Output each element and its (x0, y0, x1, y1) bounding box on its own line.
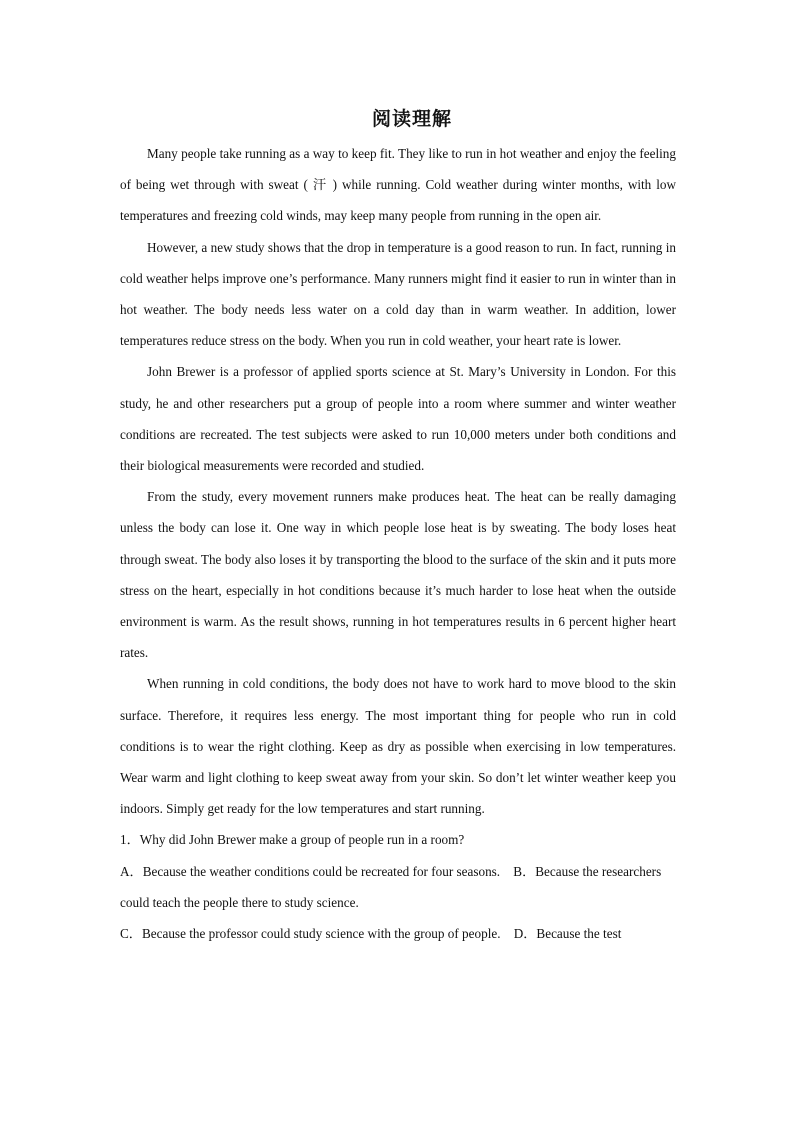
question-1-option-a: A．Because the weather conditions could be recreated for four seasons. (120, 863, 501, 879)
passage-paragraph-3: John Brewer is a professor of applied sports science at St. Mary’s University in London. For this study, he and other researchers put a group of people into a room where summer and winter weather conditions are recreated. The test subjects were asked to run 10,000 meters under both conditions and their biological measurements were recorded and studied. (120, 364, 676, 474)
passage-paragraph-1: Many people take running as a way to keep fit. They like to run in hot weather and enjoy the feeling of being wet through with sweat ( 汗 ) while running. Cold weather during winter months, with low temperatures and freezing cold winds, may keep many people from running in the open air. (120, 146, 676, 224)
question-1-options-row-2 (120, 918, 676, 949)
page-title: 阅读理解 (371, 108, 452, 130)
passage-paragraph-5: When running in cold conditions, the body does not have to work hard to move blood to the skin surface. Therefore, it requires less energy. The most important thing for people who run in cold conditions is to wear the right clothing. Keep as dry as possible when exercising in low temperatures. Wear warm and light clothing to keep sweat away from your skin. So don’t let winter weather keep you indoors. Simply get ready for the low temperatures and start running. (120, 676, 676, 817)
question-1-options-row-1 (120, 856, 676, 918)
passage-paragraph-2: However, a new study shows that the drop in temperature is a good reason to run. In fact, running in cold weather helps improve one’s performance. Many runners might find it easier to run in winter than in hot weather. The body needs less water on a cold day than in warm weather. In addition, lower temperatures reduce stress on the body. When you run in cold weather, your heart rate is lower. (120, 239, 676, 349)
reading-content (120, 138, 676, 949)
question-1-option-d: D．Because the test (513, 926, 622, 942)
question-1-option-b: B．Because the researchers could teach the people there to study science. (120, 863, 665, 910)
question-1-option-c: C．Because the professor could study science with the group of people. (120, 926, 501, 942)
question-1-stem: 1．Why did John Brewer make a group of people run in a room? (120, 832, 465, 848)
passage-paragraph-4: From the study, every movement runners make produces heat. The heat can be really damaging unless the body can lose it. One way in which people lose heat is by sweating. The body loses heat through sweat. The body also loses it by transporting the blood to the surface of the skin and it puts more stress on the heart, especially in hot conditions because it’s much harder to lose heat when the outside environment is warm. As the result shows, running in hot temperatures results in 6 percent higher heart rates. (120, 489, 676, 661)
